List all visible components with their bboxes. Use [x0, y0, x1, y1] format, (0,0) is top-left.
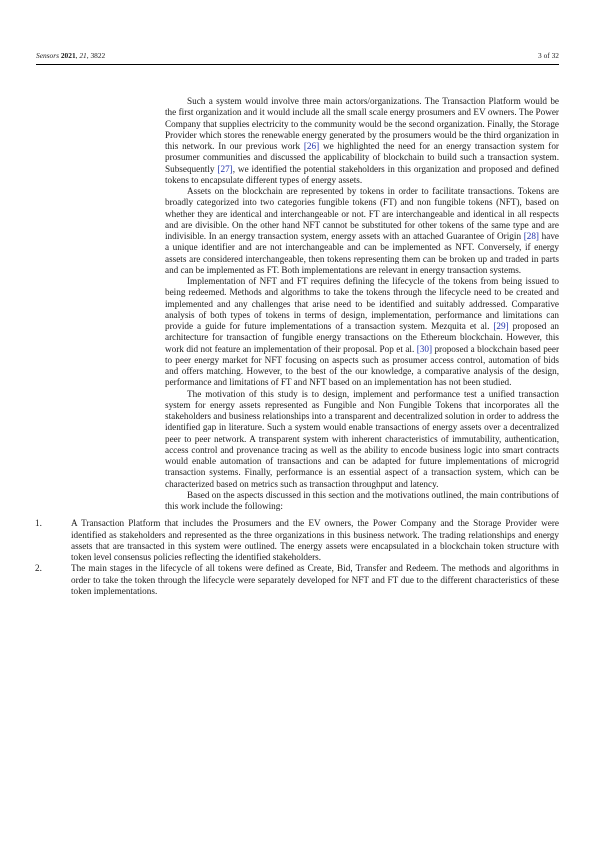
- journal-citation: Sensors 2021, 21, 3822: [36, 51, 106, 60]
- header-rule: [36, 64, 559, 65]
- citation-link[interactable]: [29]: [493, 321, 509, 331]
- list-number: 2.: [35, 563, 42, 574]
- citation-link[interactable]: [30]: [416, 343, 433, 354]
- contribution-list: [35, 518, 559, 597]
- journal-volume: 21: [79, 51, 87, 60]
- paragraph: The motivation of this study is to design, implement and performance test a unified transaction system for energy assets represented as Fungible and Non Fungible Tokens that incorporates all the stakeholders and business relationships into a transparent and decentralized solution in order to address the identified gap in literature. Such a system would enable transactions of energy assets over a decentralized peer to peer network. A transparent system with inherent characteristics of immutability, authentication, access control and provenance tracing as well as the ability to encode business logic into smart contracts would enable automation of transactions and can be adapted for future implementations of microgrid transaction systems. Finally, performance is an essential aspect of a transaction system, which can be characterized based on metrics such as transaction throughput and latency.: [165, 388, 559, 489]
- running-header: [36, 51, 559, 60]
- paragraph: Such a system would involve three main actors/organizations. The Transaction Platform would be the first organization and it would include all the small scale energy prosumers and EV owners. The Power Company that supplies electricity to the community would be the second organization. Finally, the Storage Provider which stores the renewable energy generated by the prosumers would be the third organization in this network. In our previous work [26] we highlighted the need for an energy transaction system for prosumer communities and discussed the applicability of blockchain to build such a transaction system. Subsequently [27], we identified the potential stakeholders in this organization and proposed and defined tokens to encapsulate different types of energy assets.: [165, 96, 559, 185]
- list-item-text: The main stages in the lifecycle of all tokens were defined as Create, Bid, Transfer and Redeem. The methods and algorithms in order to take the token through the lifecycle were separately developed for NFT and FT due to the different characteristics of these token implementations.: [71, 563, 559, 596]
- list-item: [35, 563, 559, 597]
- journal-year: 2021: [60, 51, 76, 60]
- list-item-text: A Transaction Platform that includes the Prosumers and the EV owners, the Power Company and the Storage Provider were identified as stakeholders and represented as the three organizations in this business network. The trading relationships and energy assets that are transacted in this system were outlined. The energy assets were encapsulated in a blockchain token structure with token level consensus policies reflecting the identified stakeholders.: [71, 518, 559, 562]
- citation-link[interactable]: [27]: [217, 163, 233, 174]
- journal-name: Sensors: [36, 51, 59, 60]
- citation-link[interactable]: [28]: [523, 231, 539, 241]
- list-item: [35, 518, 559, 563]
- paragraph: Assets on the blockchain are represented by tokens in order to facilitate transactions. Tokens are broadly categorized into two categories fungible tokens (FT) and non fungible tokens (NFT), based on whether they are identical and interchangeable or not. FT are interchangeable and identical in all respects and are divisible. On the other hand NFT cannot be substituted for other tokens of the same type and are indivisible. In an energy transaction system, energy assets with an attached Guarantee of Origin [28] have a unique identifier and are not interchangeable and can be implemented as NFT. Conversely, if energy assets are considered interchangeable, then tokens representing them can be broken up and traded in parts and can be implemented as FT. Both implementations are relevant in energy transaction systems.: [165, 186, 559, 275]
- article-number: 3822: [90, 51, 106, 60]
- citation-link[interactable]: [26]: [303, 141, 320, 151]
- paragraph: Implementation of NFT and FT requires defining the lifecycle of the tokens from being issued to being redeemed. Methods and algorithms to take the tokens through the lifecycle need to be created and implemented and any challenges that arise need to be identified and suitably addressed. Comparative analysis of both types of tokens in terms of design, implementation, performance and limitations can provide a guide for future implementations of a transaction system. Mezquita et al. [29] proposed an architecture for transaction of fungible energy transactions on the Ethereum blockchain. However, this work did not feature an implementation of their proposal. Pop et al. [30] proposed a blockchain based peer to peer energy market for NFT focusing on aspects such as prosumer access control, automation of bids and offers matching. However, to the best of the our knowledge, a comparative analysis of the design, performance and limitations of FT and NFT based on an implementation has not been studied.: [165, 276, 560, 388]
- paragraph: Based on the aspects discussed in this section and the motivations outlined, the main contributions of this work include the following:: [165, 489, 559, 511]
- page-number: 3 of 32: [538, 51, 559, 60]
- body-text: [35, 96, 560, 597]
- list-number: 1.: [35, 518, 42, 529]
